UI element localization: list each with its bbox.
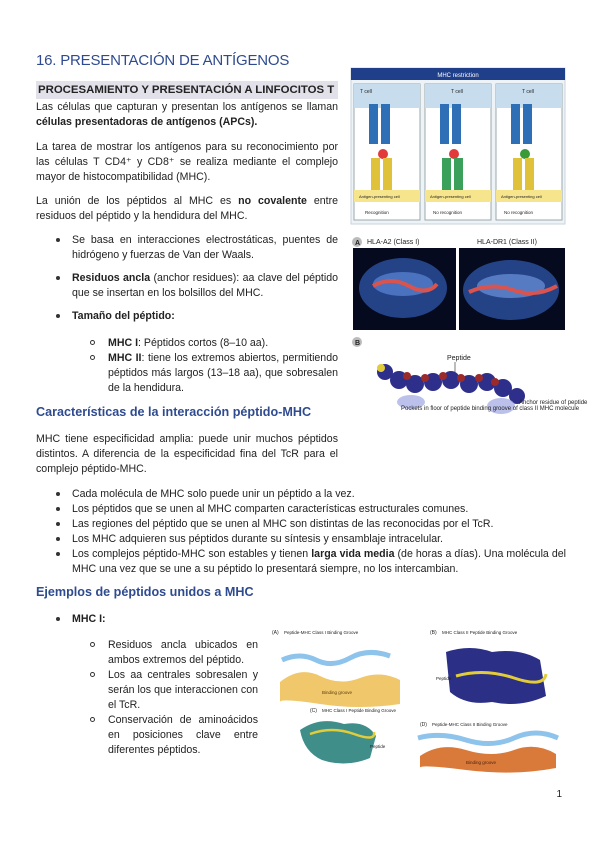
svg-text:HLA-DR1 (Class II): HLA-DR1 (Class II) — [477, 239, 537, 246]
section-heading-procesamiento: PROCESAMIENTO Y PRESENTACIÓN A LINFOCITOS T — [36, 81, 338, 99]
list-item: Los complejos péptido-MHC son estables y tienen larga vida media (de horas a días). Una molécula del MHC una vez que se une a su péptido lo presentará siempre, no los intercambian. — [72, 547, 566, 577]
list-item: MHC I: Péptidos cortos (8–10 aa). — [108, 336, 338, 351]
section-heading-ejemplos: Ejemplos de péptidos unidos a MHC — [36, 585, 254, 599]
list-item: Los MHC adquieren sus péptidos durante su síntesis y ensamblaje intracelular. — [72, 532, 566, 547]
page-number: 1 — [556, 788, 562, 800]
section-heading-caracteristicas: Características de la interacción péptido-MHC — [36, 405, 312, 419]
svg-text:T cell: T cell — [522, 89, 534, 95]
svg-text:A: A — [355, 240, 361, 247]
sub-list-tamano — [108, 336, 338, 396]
list-item: Conservación de aminoácidos en posiciones clave entre diferentes péptidos. — [108, 713, 258, 758]
paragraph-apc: Las células que capturan y presentan los antígenos se llaman células presentadoras de antígenos (APCs). — [36, 101, 338, 129]
list-item: MHC II: tiene los extremos abiertos, permitiendo péptidos más largos (13–18 aa), que sobresalen de la hendidura. — [108, 351, 338, 396]
list-item: Tamaño del péptido: — [72, 309, 338, 324]
list-item: Residuos ancla (anchor residues): aa clave del péptido que se insertan en los bolsillos del MHC. — [72, 271, 338, 301]
svg-text:Binding groove: Binding groove — [466, 760, 497, 765]
page-title: 16. PRESENTACIÓN DE ANTÍGENOS — [36, 52, 290, 69]
list-item: MHC I: — [72, 612, 262, 627]
svg-text:No recognition: No recognition — [504, 210, 534, 215]
svg-text:Antigen-presenting cell: Antigen-presenting cell — [430, 194, 471, 199]
figure-binding-grooves — [270, 626, 566, 776]
svg-text:No recognition: No recognition — [433, 210, 463, 215]
paragraph-mhc: La tarea de mostrar los antígenos para su reconocimiento por las células T CD4⁺ y CD8⁺ se realiza mediante el complejo mayor de histocompatibilidad (MHC). — [36, 141, 338, 184]
svg-text:(D): (D) — [420, 722, 427, 728]
list-item: Residuos ancla ubicados en ambos extremos del péptido. — [108, 638, 258, 668]
svg-text:Binding groove: Binding groove — [322, 690, 353, 695]
svg-text:Antigen-presenting cell: Antigen-presenting cell — [501, 194, 542, 199]
list-item: Los aa centrales sobresalen y serán los que interaccionen con el TcR. — [108, 668, 258, 713]
svg-text:Peptide: Peptide — [447, 355, 471, 362]
svg-text:Peptide: Peptide — [436, 676, 452, 681]
svg-text:Antigen-presenting cell: Antigen-presenting cell — [359, 194, 400, 199]
figure-hla-structures — [351, 234, 588, 430]
list-item: Los péptidos que se unen al MHC comparten características estructurales comunes. — [72, 502, 566, 517]
figure1-header: MHC restriction — [437, 73, 479, 79]
svg-text:MHC Class I Peptide Binding Gr: MHC Class I Peptide Binding Groove — [322, 708, 397, 713]
svg-text:Peptide-MHC Class I Binding Gr: Peptide-MHC Class I Binding Groove — [284, 630, 359, 635]
list-item: Se basa en interacciones electrostáticas, puentes de hidrógeno y fuerzas de Van der Waals. — [72, 233, 338, 263]
svg-text:Anchor residue of peptide: Anchor residue of peptide — [519, 400, 588, 406]
svg-text:(B): (B) — [430, 630, 437, 636]
svg-text:(C): (C) — [310, 708, 317, 714]
svg-text:Peptide-MHC Class II Binding G: Peptide-MHC Class II Binding Groove — [432, 722, 508, 727]
restriction-panel-1 — [354, 84, 420, 220]
paragraph-especificidad: MHC tiene especificidad amplia: puede unir muchos péptidos distintos. A diferencia de la especificidad fina del TcR para el complejo péptido-MHC. — [36, 433, 338, 476]
svg-text:T cell: T cell — [360, 89, 372, 95]
paragraph-union: La unión de los péptidos al MHC es no covalente entre residuos del péptido y la hendidura del MHC. — [36, 195, 338, 223]
svg-text:Pockets in floor of peptide bi: Pockets in floor of peptide binding groove of class II MHC molecule — [401, 406, 580, 412]
restriction-panel-3 — [496, 84, 562, 220]
list-item: Las regiones del péptido que se unen al MHC son distintas de las reconocidas por el TcR. — [72, 517, 566, 532]
restriction-panel-2 — [425, 84, 491, 220]
list-item: Cada molécula de MHC solo puede unir un péptido a la vez. — [72, 487, 566, 502]
svg-text:Peptide: Peptide — [370, 744, 386, 749]
svg-text:(A): (A) — [272, 630, 279, 636]
svg-text:HLA-A2 (Class I): HLA-A2 (Class I) — [367, 239, 420, 246]
bullet-list-interaccion — [72, 487, 566, 577]
figure-mhc-restriction — [351, 68, 565, 224]
svg-text:T cell: T cell — [451, 89, 463, 95]
sub-list-mhc1 — [108, 638, 258, 758]
svg-text:Recognition: Recognition — [365, 210, 389, 215]
bullet-list-union — [72, 233, 338, 324]
svg-text:MHC Class II Peptide Binding G: MHC Class II Peptide Binding Groove — [442, 630, 518, 635]
svg-text:B: B — [355, 340, 361, 347]
bullet-list-ejemplos — [72, 612, 262, 627]
